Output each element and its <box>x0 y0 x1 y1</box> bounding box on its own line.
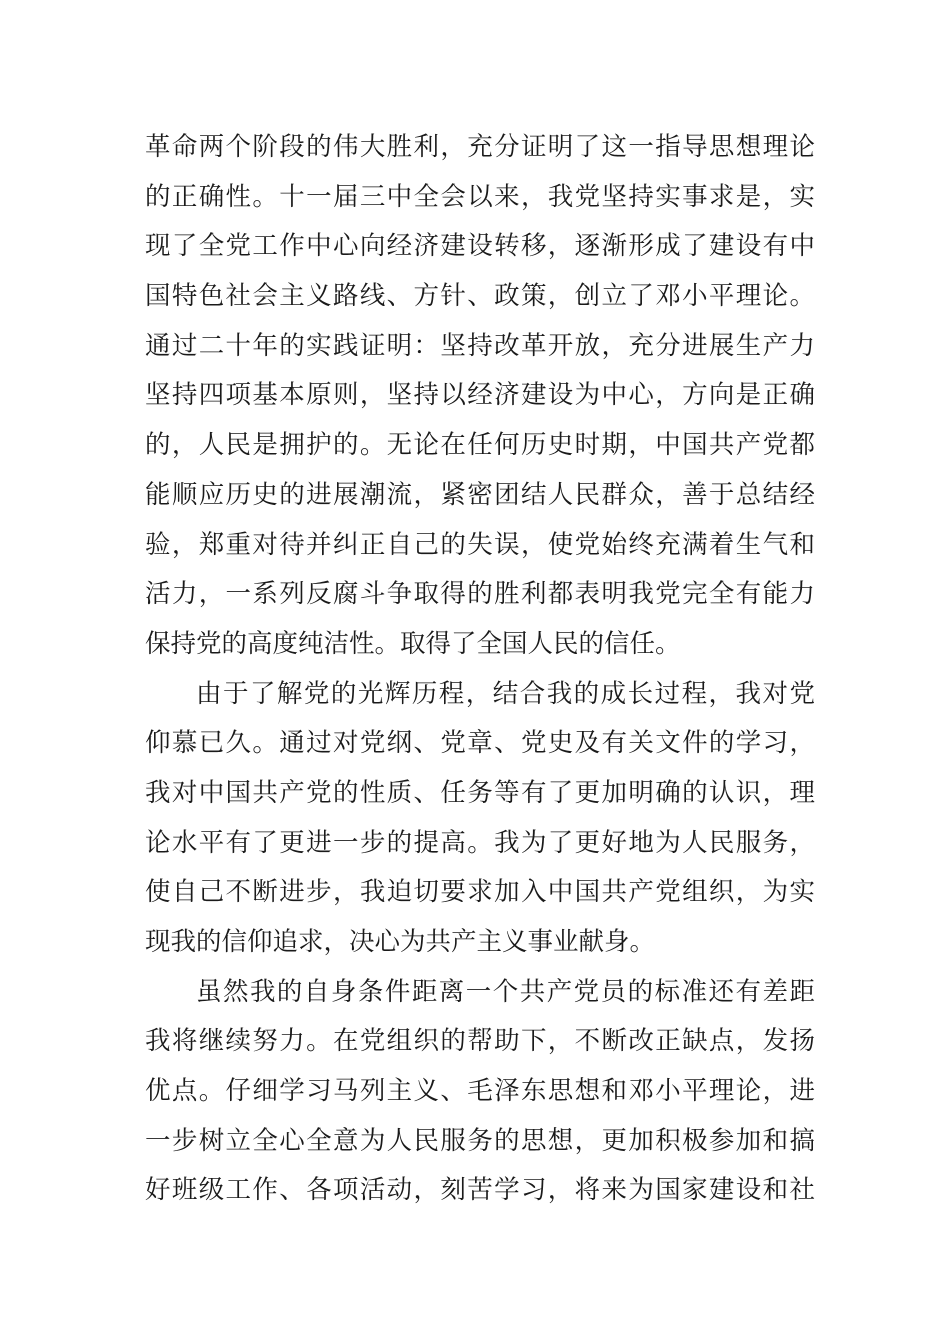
text-line: 能顺应历史的进展潮流，紧密团结人民群众，善于总结经 <box>145 479 815 510</box>
text-line: 革命两个阶段的伟大胜利，充分证明了这一指导思想理论 <box>145 132 815 162</box>
text-line: 好班级工作、各项活动，刻苦学习，将来为国家建设和社 <box>145 1175 815 1206</box>
text-line: 论水平有了更进一步的提高。我为了更好地为人民服务， <box>145 827 815 858</box>
text-line: 的，人民是拥护的。无论在任何历史时期，中国共产党都 <box>145 430 815 461</box>
body-text <box>145 123 815 1216</box>
text-line: 使自己不断进步，我迫切要求加入中国共产党组织，为实 <box>145 877 815 908</box>
text-line: 我将继续努力。在党组织的帮助下，不断改正缺点，发扬 <box>145 1026 815 1057</box>
text-line: 验，郑重对待并纠正自己的失误，使党始终充满着生气和 <box>145 529 815 560</box>
text-line: 虽然我的自身条件距离一个共产党员的标准还有差距 <box>196 976 815 1007</box>
text-line: 活力，一系列反腐斗争取得的胜利都表明我党完全有能力 <box>145 579 815 610</box>
text-line: 坚持四项基本原则，坚持以经济建设为中心，方向是正确 <box>145 380 815 411</box>
text-line: 现了全党工作中心向经济建设转移，逐渐形成了建设有中 <box>145 231 815 262</box>
text-line: 通过二十年的实践证明：坚持改革开放，充分进展生产力 <box>145 330 815 361</box>
text-line: 一步树立全心全意为人民服务的思想，更加积极参加和搞 <box>145 1125 815 1156</box>
text-line: 现我的信仰追求，决心为共产主义事业献身。 <box>145 927 656 957</box>
text-line: 保持党的高度纯洁性。取得了全国人民的信任。 <box>145 628 681 659</box>
text-line: 国特色社会主义路线、方针、政策，创立了邓小平理论。 <box>145 281 815 312</box>
text-line: 由于了解党的光辉历程，结合我的成长过程，我对党 <box>196 678 815 709</box>
text-line: 优点。仔细学习马列主义、毛泽东思想和邓小平理论，进 <box>145 1076 815 1107</box>
text-line: 我对中国共产党的性质、任务等有了更加明确的认识，理 <box>145 777 815 808</box>
text-line: 的正确性。十一届三中全会以来，我党坚持实事求是，实 <box>145 181 815 212</box>
text-line: 仰慕已久。通过对党纲、党章、党史及有关文件的学习， <box>145 728 815 759</box>
